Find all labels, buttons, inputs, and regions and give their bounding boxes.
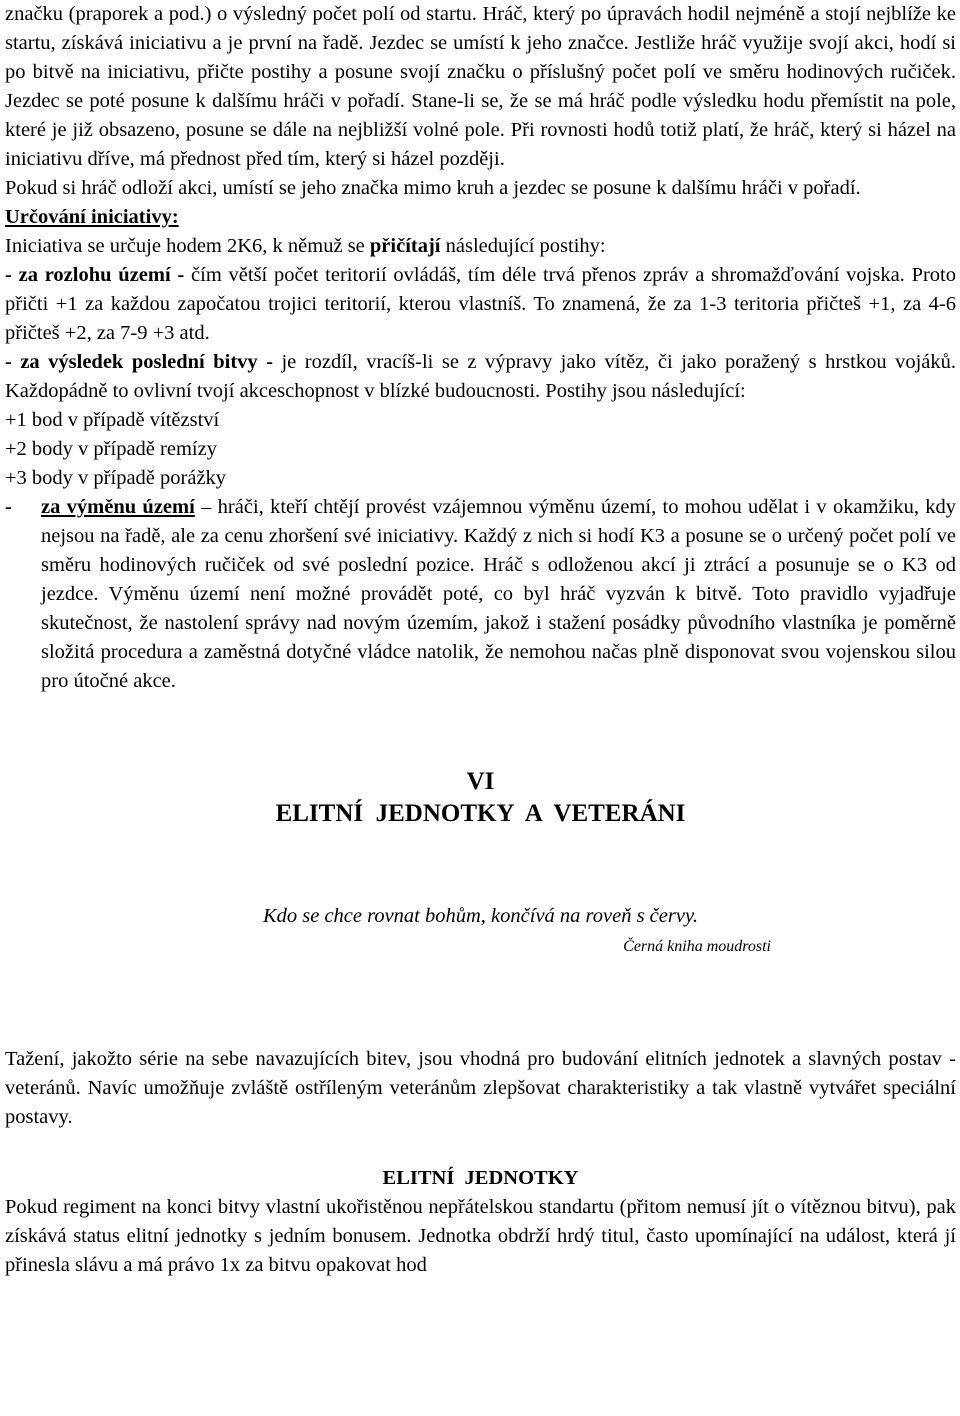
- list-dash: -: [5, 496, 12, 518]
- initiative-heading: [5, 203, 956, 232]
- modifier-territory: [5, 261, 956, 348]
- chapter-quote: Kdo se chce rovnat bohům, končívá na roveň s červy.: [262, 905, 699, 927]
- modifier-exchange-text: – hráči, kteří chtějí provést vzájemnou výměnu území, to mohou udělat i v okamžiku, kdy nejsou na řadě, ale za cenu zhoršení své iniciativy. Každý z nich si hodí K3 a posune se o určený počet polí ve směru hodinových ručiček od své poslední pozice. Hráč s odloženou akcí ji ztrácí a posunuje se o K3 od jezdce. Výměnu území není možné provádět poté, co byl hráč vyzván k bitvě. Toto pravidlo vyjadřuje skutečnost, že nastolení správy nad novým územím, jakož i stažení posádky původního vlastníka je poměrně složitá procedura a zaměstná dotyčné vládce natolik, že nemohou načas plně disponovat svou vojenskou silou pro útočné akce.: [41, 496, 956, 692]
- quote-source: Černá kniha moudrosti: [623, 938, 771, 955]
- initiative-intro-a: Iniciativa se určuje hodem 2K6, k němuž se: [5, 235, 370, 257]
- modifier-last-battle-label: - za výsledek poslední bitvy -: [5, 351, 273, 373]
- paragraph-delayed-action: Pokud si hráč odloží akci, umístí se jeho značka mimo kruh a jezdec se posune k dalšímu hráči v pořadí.: [5, 177, 861, 199]
- modifier-territory-exchange: [5, 493, 956, 696]
- quote-source-wrap: [5, 931, 956, 960]
- initiative-intro-bold: přičítají: [369, 235, 441, 257]
- section-title-elite-units: ELITNÍ JEDNOTKY: [382, 1167, 579, 1189]
- modifier-territory-text: čím větší počet teritorií ovládáš, tím déle trvá přenos zpráv a shromažďování vojska. Proto přičti +1 za každou započatou trojici teritorií, kterou vlastníš. To znamená, že za 1-3 teritoria přičteš +1, za 4-6 přičteš +2, za 7-9 +3 atd.: [5, 264, 956, 344]
- modifier-territory-label: - za rozlohu území -: [5, 264, 185, 286]
- bonus-victory: +1 bod v případě vítězství: [5, 409, 220, 431]
- initiative-heading-text: Určování iniciativy:: [5, 206, 179, 228]
- document-page: [5, 0, 956, 1280]
- paragraph-initiative-rules: značku (praporek a pod.) o výsledný počet polí od startu. Hráč, který po úpravách hodil nejméně a stojí nejblíže ke startu, získává iniciativu a je první na řadě. Jezdec se umístí k jeho značce. Jestliže hráč využije svojí akci, hodí si po bitvě na iniciativu, přičte postihy a posune svojí značku o příslušný počet polí ve směru hodinových ručiček. Jezdec se poté posune k dalšímu hráči v pořadí. Stane-li se, že se má hráč podle výsledku hodu přemístit na pole, které je již obsazeno, posune se dále na nejbližší volné pole. Při rovnosti hodů totiž platí, že hráč, který si házel na iniciativu dříve, má přednost před tím, který si házel později.: [5, 3, 956, 170]
- modifier-last-battle-text: je rozdíl, vracíš-li se z výpravy jako vítěz, či jako poražený s hrstkou vojáků. Každopádně to ovlivní tvojí akceschopnost v blízké budoucnosti. Postihy jsou následující:: [5, 351, 956, 402]
- chapter-title: ELITNÍ JEDNOTKY A VETERÁNI: [275, 800, 686, 827]
- bonus-draw: +2 body v případě remízy: [5, 438, 217, 460]
- chapter-number: VI: [466, 768, 495, 795]
- modifier-last-battle: [5, 348, 956, 406]
- initiative-intro-b: následující postihy:: [440, 235, 606, 257]
- bonus-defeat: +3 body v případě porážky: [5, 467, 227, 489]
- elite-units-text: Pokud regiment na konci bitvy vlastní ukořistěnou nepřátelskou standartu (přitom nemusí jít o vítěznou bitvu), pak získává status elitní jednotky s jedním bonusem. Jednotka obdrží hrdý titul, často upomínající na událost, která jí přinesla slávu a má právo 1x za bitvu opakovat hod: [5, 1196, 956, 1276]
- chapter-intro: Tažení, jakožto série na sebe navazujících bitev, jsou vhodná pro budování elitních jednotek a slavných postav - veteránů. Navíc umožňuje zvláště ostříleným veteránům zlepšovat charakteristiky a tak vlastně vytvářet speciální postavy.: [5, 1048, 956, 1128]
- modifier-exchange-label: za výměnu území: [41, 496, 195, 518]
- initiative-intro: [5, 232, 956, 261]
